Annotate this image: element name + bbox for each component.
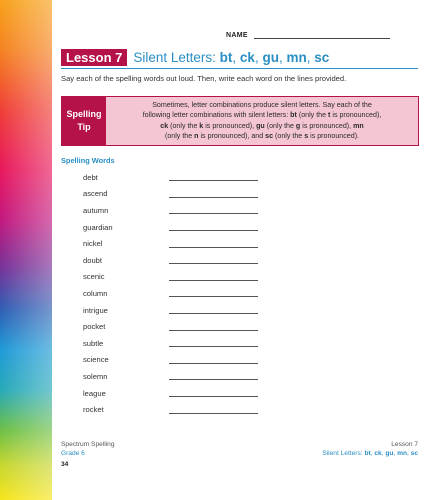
answer-line[interactable]	[169, 273, 258, 281]
answer-line[interactable]	[169, 240, 258, 248]
spelling-word: science	[83, 355, 109, 365]
answer-line[interactable]	[169, 206, 258, 214]
tip-line-1: Sometimes, letter combinations produce silent letters. Say each of the	[152, 101, 372, 109]
footer-right	[322, 441, 418, 458]
word-row	[83, 302, 383, 319]
answer-line[interactable]	[169, 223, 258, 231]
word-row	[83, 352, 383, 369]
spelling-word: league	[83, 388, 106, 398]
header-rule	[61, 68, 418, 69]
spelling-word: ascend	[83, 189, 108, 199]
lesson-title: Silent Letters: bt, ck, gu, mn, sc	[133, 50, 330, 65]
name-label: NAME	[226, 32, 248, 39]
word-row	[83, 235, 383, 252]
title-letters-gu: gu	[262, 50, 279, 65]
footer-left	[61, 441, 115, 458]
word-row	[83, 385, 383, 402]
word-row	[83, 401, 383, 418]
spelling-tip-text	[106, 97, 418, 145]
title-letters-mn: mn	[286, 50, 307, 65]
answer-line[interactable]	[169, 289, 258, 297]
spelling-word: scenic	[83, 272, 105, 282]
spelling-word: subtle	[83, 338, 104, 348]
title-letters-bt: bt	[219, 50, 233, 65]
answer-line[interactable]	[169, 173, 258, 181]
tip-line-3: ck (only the k is pronounced), gu (only the g is pronounced), mn	[160, 121, 364, 130]
spelling-word: debt	[83, 172, 98, 182]
word-row	[83, 318, 383, 335]
rainbow-margin-stripe	[0, 0, 52, 500]
footer-lesson: Lesson 7	[391, 441, 418, 448]
title-letters-sc: sc	[314, 50, 330, 65]
footer-lesson-title: Silent Letters: bt, ck, gu, mn, sc	[322, 449, 418, 457]
lesson-header	[61, 49, 329, 66]
footer-book-title: Spectrum Spelling	[61, 441, 115, 448]
spelling-tip-label	[62, 97, 106, 145]
tip-label-line2: Tip	[77, 122, 91, 132]
page-number: 34	[61, 461, 69, 468]
word-row	[83, 169, 383, 186]
word-row	[83, 252, 383, 269]
answer-line[interactable]	[169, 256, 258, 264]
word-list	[83, 169, 383, 418]
worksheet-page	[52, 0, 438, 500]
spelling-word: rocket	[83, 405, 104, 415]
spelling-word: solemn	[83, 371, 108, 381]
lesson-title-prefix: Silent Letters:	[133, 50, 220, 65]
word-row	[83, 368, 383, 385]
tip-label-line1: Spelling	[66, 109, 102, 119]
tip-line-4: (only the n is pronounced), and sc (only the s is pronounced).	[164, 132, 360, 141]
answer-line[interactable]	[169, 389, 258, 397]
spelling-word: autumn	[83, 205, 109, 215]
answer-line[interactable]	[169, 406, 258, 414]
spelling-word: intrigue	[83, 305, 108, 315]
word-row	[83, 202, 383, 219]
word-row	[83, 269, 383, 286]
spelling-word: pocket	[83, 322, 106, 332]
spelling-word: nickel	[83, 239, 103, 249]
word-row	[83, 186, 383, 203]
tip-line-2: following letter combinations with silent letters: bt (only the t is pronounced),	[142, 111, 382, 120]
word-row	[83, 285, 383, 302]
instructions: Say each of the spelling words out loud. Then, write each word on the lines provided.	[61, 74, 347, 83]
answer-line[interactable]	[169, 323, 258, 331]
spelling-word: doubt	[83, 255, 103, 265]
spelling-tip-box	[61, 96, 419, 146]
word-row	[83, 219, 383, 236]
spelling-word: column	[83, 288, 108, 298]
name-field	[226, 31, 390, 39]
answer-line[interactable]	[169, 339, 258, 347]
lesson-badge: Lesson 7	[61, 49, 127, 66]
answer-line[interactable]	[169, 306, 258, 314]
spelling-word: guardian	[83, 222, 113, 232]
footer-grade: Grade 6	[61, 449, 85, 457]
answer-line[interactable]	[169, 372, 258, 380]
spelling-words-heading: Spelling Words	[61, 156, 115, 165]
title-letters-ck: ck	[239, 50, 255, 65]
word-row	[83, 335, 383, 352]
answer-line[interactable]	[169, 356, 258, 364]
answer-line[interactable]	[169, 190, 258, 198]
name-line[interactable]	[254, 31, 390, 39]
